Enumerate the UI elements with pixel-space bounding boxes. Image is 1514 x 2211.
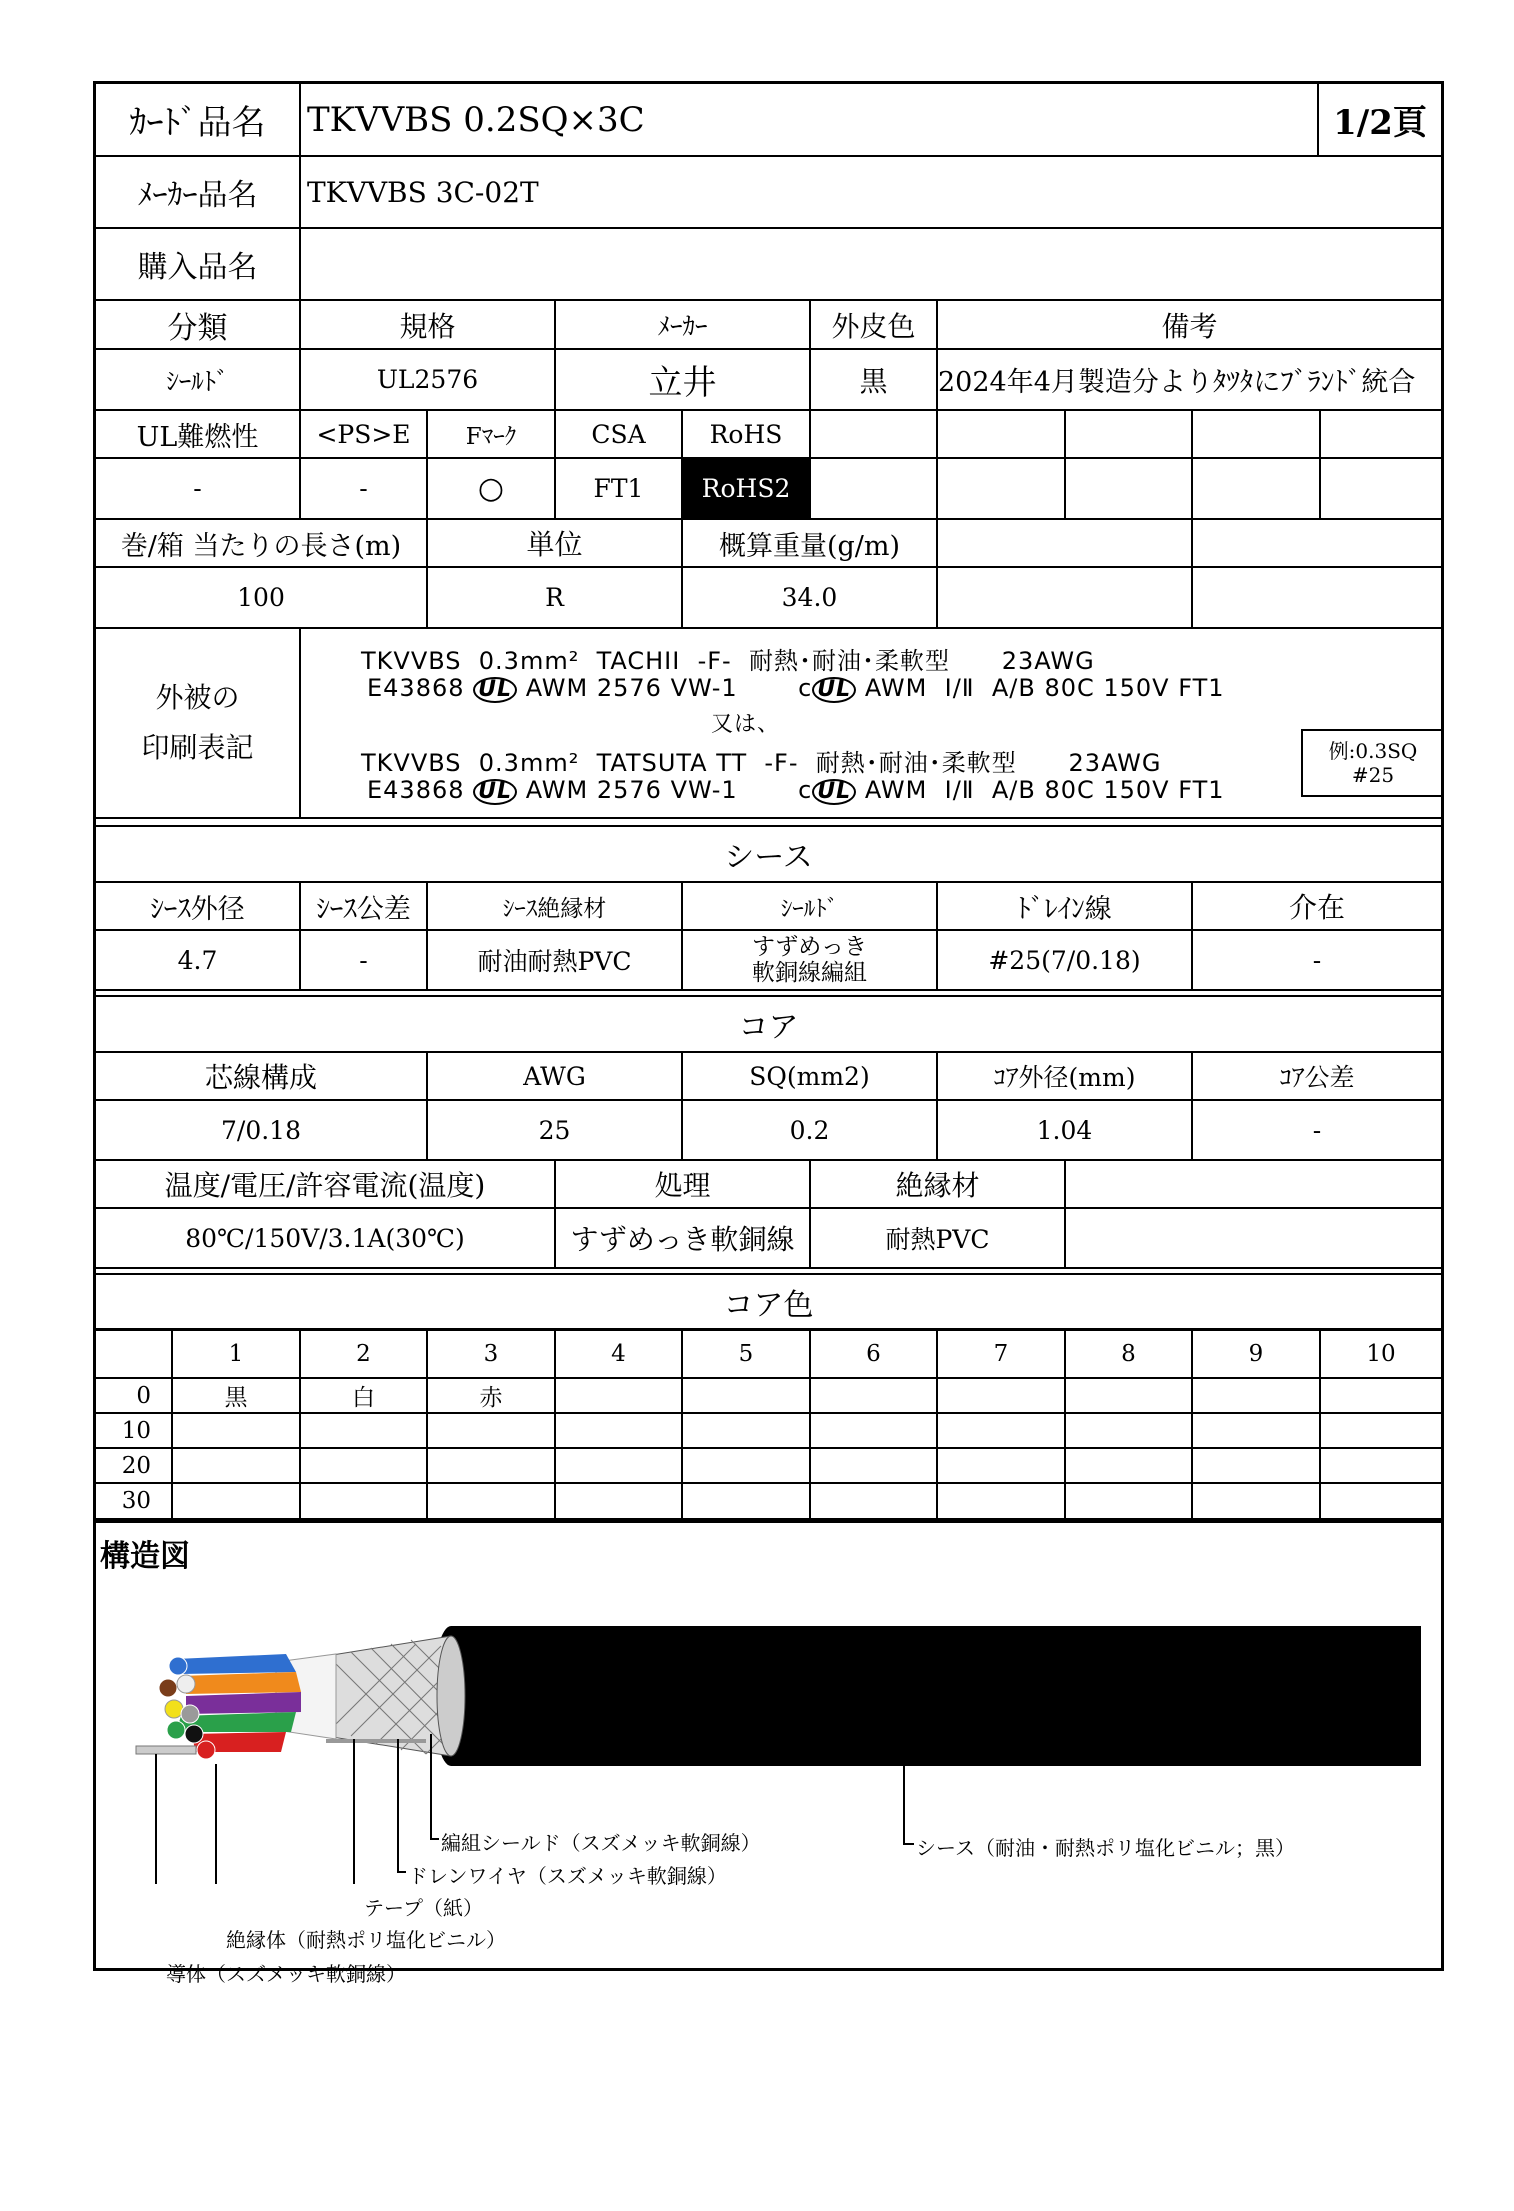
core-end-brown (159, 1679, 177, 1697)
braid-shield (326, 1636, 451, 1756)
awm-class-text: AWM Ⅰ/Ⅱ A/B 80C 150V FT1 (864, 674, 1225, 702)
empty-cell (1321, 411, 1441, 457)
empty-cell (1066, 1161, 1441, 1207)
core-color-cell (1066, 1484, 1193, 1518)
f-mark-value: ○ (428, 459, 556, 518)
core-color-cell (428, 1414, 556, 1447)
core-color-cell (1193, 1379, 1321, 1412)
color-col-4: 4 (556, 1331, 683, 1377)
core-end-yellow (165, 1700, 183, 1718)
color-col-1: 1 (173, 1331, 301, 1377)
color-col-6: 6 (811, 1331, 938, 1377)
sq-value: 0.2 (683, 1101, 938, 1159)
core-color-row-label: 30 (96, 1484, 173, 1518)
core-color-title: コア色 (723, 1287, 814, 1323)
empty-cell (1193, 411, 1321, 457)
printing-row (96, 629, 1441, 819)
spec-sheet (93, 81, 1444, 1986)
core-color-cell (428, 1449, 556, 1482)
empty-cell (1321, 459, 1441, 518)
print-line-4 (367, 776, 1225, 805)
color-col-9: 9 (1193, 1331, 1321, 1377)
core-color-cell (301, 1449, 428, 1482)
outer-color-value: 黒 (811, 350, 938, 409)
structure-title: 構造図 (100, 1539, 190, 1574)
core-color-header-row (96, 1331, 1441, 1379)
braid-shield-label: 編組シールド（スズメッキ軟銅線） (441, 1831, 761, 1855)
purchase-name-value (301, 229, 1441, 299)
ul-recognized-icon: UL (473, 677, 517, 703)
color-col-10: 10 (1366, 1341, 1396, 1367)
core-color-cell (1321, 1484, 1441, 1518)
shield-value-line2: 軟銅線編組 (752, 960, 867, 986)
sheath-material-header: ｼｰｽ絶縁材 (428, 883, 683, 929)
core-blue (176, 1654, 296, 1674)
or-text: 又は、 (711, 712, 781, 737)
cul-recognized-icon: UL (812, 779, 856, 805)
insulation-value: 耐熱PVC (811, 1209, 1066, 1267)
core-color-row (96, 1449, 1441, 1484)
shield-value (683, 931, 938, 989)
core-value-row (96, 1101, 1441, 1161)
printing-label (96, 629, 301, 817)
insulation-label: 絶縁体（耐熱ポリ塩化ビニル） (226, 1928, 506, 1952)
weight-value: 34.0 (683, 568, 938, 627)
color-col-7: 7 (938, 1331, 1066, 1377)
core-color-cell (938, 1414, 1066, 1447)
remarks-value: 2024年4月製造分よりﾀﾂﾀにﾌﾞﾗﾝﾄﾞ統合 (938, 367, 1416, 398)
core-color-cell (173, 1449, 301, 1482)
awm-text: AWM 2576 VW-1 (525, 776, 738, 804)
c-prefix: c (798, 674, 813, 702)
filler-header: 介在 (1288, 891, 1345, 924)
unit-value: R (428, 568, 683, 627)
corner-cell (96, 1331, 173, 1377)
unit-header: 単位 (428, 520, 683, 566)
purchase-name-label: 購入品名 (96, 229, 301, 299)
weight-header: 概算重量(g/m) (683, 520, 938, 566)
sheath-tolerance-header: ｼｰｽ公差 (301, 883, 428, 929)
ul-recognized-icon: UL (473, 779, 517, 805)
ps-e-value: - (301, 459, 428, 518)
maker-header: ﾒｰｶｰ (556, 301, 811, 348)
core-color-cell (173, 1414, 301, 1447)
rating-value-row (96, 1209, 1441, 1269)
drain-wire-value: #25(7/0.18) (938, 931, 1193, 989)
core-od-value: 1.04 (938, 1101, 1193, 1159)
csa-header: CSA (556, 411, 683, 457)
divider (96, 1520, 1441, 1523)
standard-header: 規格 (301, 301, 556, 348)
core-color-cell (938, 1484, 1066, 1518)
empty-cell (938, 411, 1066, 457)
maker-name-label: ﾒｰｶｰ品名 (96, 157, 301, 227)
sheath-header-row (96, 883, 1441, 931)
core-color-row (96, 1414, 1441, 1449)
rohs-header: RoHS (683, 411, 811, 457)
core-color-cell (1321, 1449, 1441, 1482)
core-color-cell (556, 1484, 683, 1518)
core-color-cell (1066, 1449, 1193, 1482)
csa-value: FT1 (556, 459, 683, 518)
rating-header-row (96, 1161, 1441, 1209)
strand-header: 芯線構成 (96, 1053, 428, 1099)
conductor-wire (136, 1746, 196, 1754)
empty-cell (938, 459, 1066, 518)
printing-label-line2: 印刷表記 (141, 731, 254, 764)
sheath-od-value: 4.7 (96, 931, 301, 989)
core-color-cell (683, 1484, 811, 1518)
outer-color-header: 外皮色 (811, 301, 938, 348)
core-end-blue (169, 1657, 187, 1675)
printing-label-line1: 外被の (155, 681, 240, 714)
conductor-label: 導体（スズメッキ軟銅線） (166, 1962, 406, 1986)
core-purple (186, 1692, 301, 1714)
sq-header: SQ(mm2) (683, 1053, 938, 1099)
shield-header: ｼｰﾙﾄﾞ (683, 883, 938, 929)
core-od-header: ｺｱ外径(mm) (938, 1053, 1193, 1099)
standards-value-row (96, 459, 1441, 520)
shield-value-line1: すずめっき (752, 934, 867, 960)
empty-cell (1193, 520, 1441, 566)
empty-cell (938, 520, 1193, 566)
core-color-cell (1066, 1379, 1193, 1412)
e-number: E43868 (367, 674, 465, 702)
print-line-2 (367, 674, 1225, 703)
rohs-value: RoHS2 (683, 459, 811, 518)
core-color-cell (811, 1379, 938, 1412)
ps-e-header: <PS>E (301, 411, 428, 457)
core-end-black (185, 1725, 203, 1743)
core-color-row (96, 1484, 1441, 1520)
maker-value: 立井 (556, 350, 811, 409)
core-color-cell (811, 1414, 938, 1447)
awm-text: AWM 2576 VW-1 (525, 674, 738, 702)
core-color-cell: 赤 (428, 1379, 556, 1412)
core-color-cell (1193, 1449, 1321, 1482)
drain-wire-label: ドレンワイヤ（スズメッキ軟銅線） (408, 1864, 727, 1888)
core-color-cell (428, 1484, 556, 1518)
length-per-reel-value: 100 (96, 568, 428, 627)
ul-flame-header: UL難燃性 (96, 411, 301, 457)
core-color-cell (556, 1379, 683, 1412)
core-title-row (96, 997, 1441, 1053)
insulation-header: 絶縁材 (811, 1161, 1066, 1207)
braid-end (437, 1636, 465, 1756)
empty-cell (1066, 1209, 1441, 1267)
awm-class-text: AWM Ⅰ/Ⅱ A/B 80C 150V FT1 (864, 776, 1225, 804)
cul-recognized-icon: UL (812, 677, 856, 703)
core-color-cell (556, 1449, 683, 1482)
remarks-header: 備考 (1161, 309, 1218, 343)
core-color-cell (556, 1414, 683, 1447)
awg-value: 25 (428, 1101, 683, 1159)
tape-label: テープ（紙） (364, 1896, 483, 1920)
core-tolerance-header: ｺｱ公差 (1279, 1063, 1355, 1092)
sheath-od-header: ｼｰｽ外径 (96, 883, 301, 929)
card-name-value: TKVVBS 0.2SQ×3C (301, 84, 1319, 155)
maker-name-row (96, 157, 1441, 229)
core-color-row-label: 0 (96, 1379, 173, 1412)
length-per-reel-header: 巻/箱 当たりの長さ(m) (96, 520, 428, 566)
filler-value: - (1312, 945, 1322, 975)
core-end-red (197, 1741, 215, 1759)
packaging-value-row (96, 568, 1441, 629)
core-color-cell (811, 1449, 938, 1482)
core-title: コア (738, 1010, 799, 1045)
core-color-cell (1066, 1414, 1193, 1447)
core-color-cell (173, 1484, 301, 1518)
e-number: E43868 (367, 776, 465, 804)
classification-value: ｼｰﾙﾄﾞ (96, 350, 301, 409)
classification-value-row (96, 350, 1441, 411)
ul-flame-value: - (96, 459, 301, 518)
card-name-label: ｶｰﾄﾞ品名 (96, 84, 301, 155)
treatment-header: 処理 (556, 1161, 811, 1207)
rating-value: 80℃/150V/3.1A(30℃) (96, 1209, 556, 1267)
example-line1: 例:0.3SQ (1328, 739, 1418, 763)
color-col-8: 8 (1066, 1331, 1193, 1377)
sheath-tolerance-value: - (301, 931, 428, 989)
sheath-value-row (96, 931, 1441, 991)
sheath-material-value: 耐油耐熱PVC (428, 931, 683, 989)
standard-value: UL2576 (301, 350, 556, 409)
color-col-3: 3 (428, 1331, 556, 1377)
card-name-row (96, 84, 1441, 157)
core-color-cell (1321, 1379, 1441, 1412)
core-color-cell (683, 1449, 811, 1482)
sheath-label: シース（耐油・耐熱ポリ塩化ビニル；黒） (916, 1836, 1295, 1860)
strand-value: 7/0.18 (96, 1101, 428, 1159)
core-tolerance-value: - (1312, 1115, 1322, 1145)
color-col-2: 2 (301, 1331, 428, 1377)
core-color-cell (1193, 1484, 1321, 1518)
core-color-cell (301, 1484, 428, 1518)
example-line2: #25 (1351, 763, 1395, 787)
drain-wire-header: ﾄﾞﾚｲﾝ線 (938, 883, 1193, 929)
core-color-cell: 白 (301, 1379, 428, 1412)
standards-header-row (96, 411, 1441, 459)
c-prefix: c (798, 776, 813, 804)
empty-cell (1193, 568, 1441, 627)
f-mark-header: Fﾏｰｸ (428, 411, 556, 457)
core-color-cell (683, 1414, 811, 1447)
core-end-gray (181, 1705, 199, 1723)
core-color-row-label: 10 (96, 1414, 173, 1447)
purchase-name-row (96, 229, 1441, 301)
classification-header-row (96, 301, 1441, 350)
empty-cell (1193, 459, 1321, 518)
core-color-cell: 黒 (173, 1379, 301, 1412)
treatment-value: すずめっき軟銅線 (556, 1209, 811, 1267)
core-color-row (96, 1379, 1441, 1414)
core-color-cell (938, 1379, 1066, 1412)
core-color-cell (811, 1484, 938, 1518)
printing-content (301, 629, 1441, 817)
core-color-cell (301, 1414, 428, 1447)
empty-cell (938, 568, 1193, 627)
print-line-1: TKVVBS 0.3mm² TACHII -F- 耐熱･耐油･柔軟型 23AWG (361, 647, 1095, 675)
core-header-row (96, 1053, 1441, 1101)
core-end-green (167, 1721, 185, 1739)
classification-header: 分類 (96, 301, 301, 348)
empty-cell (1066, 459, 1193, 518)
empty-cell (811, 459, 938, 518)
core-color-cell (683, 1379, 811, 1412)
packaging-header-row (96, 520, 1441, 568)
sheath-title: シース (724, 840, 813, 875)
core-color-cell (938, 1449, 1066, 1482)
empty-cell (811, 411, 938, 457)
rating-header: 温度/電圧/許容電流(温度) (96, 1161, 556, 1207)
empty-cell (1066, 411, 1193, 457)
core-color-cell (1321, 1414, 1441, 1447)
example-box (1301, 729, 1441, 797)
print-line-3: TKVVBS 0.3mm² TATSUTA TT -F- 耐熱･耐油･柔軟型 23AWG (361, 749, 1162, 777)
sheath-title-row (96, 827, 1441, 883)
core-color-title-row (96, 1275, 1441, 1331)
page-number: 1/2頁 (1333, 103, 1427, 143)
core-color-row-label: 20 (96, 1449, 173, 1482)
maker-name-value: TKVVBS 3C-02T (307, 175, 539, 209)
sheath-body (451, 1626, 1421, 1766)
core-orange (181, 1672, 301, 1694)
core-color-cell (1193, 1414, 1321, 1447)
awg-header: AWG (428, 1053, 683, 1099)
core-end-white (177, 1675, 195, 1693)
color-col-5: 5 (683, 1331, 811, 1377)
